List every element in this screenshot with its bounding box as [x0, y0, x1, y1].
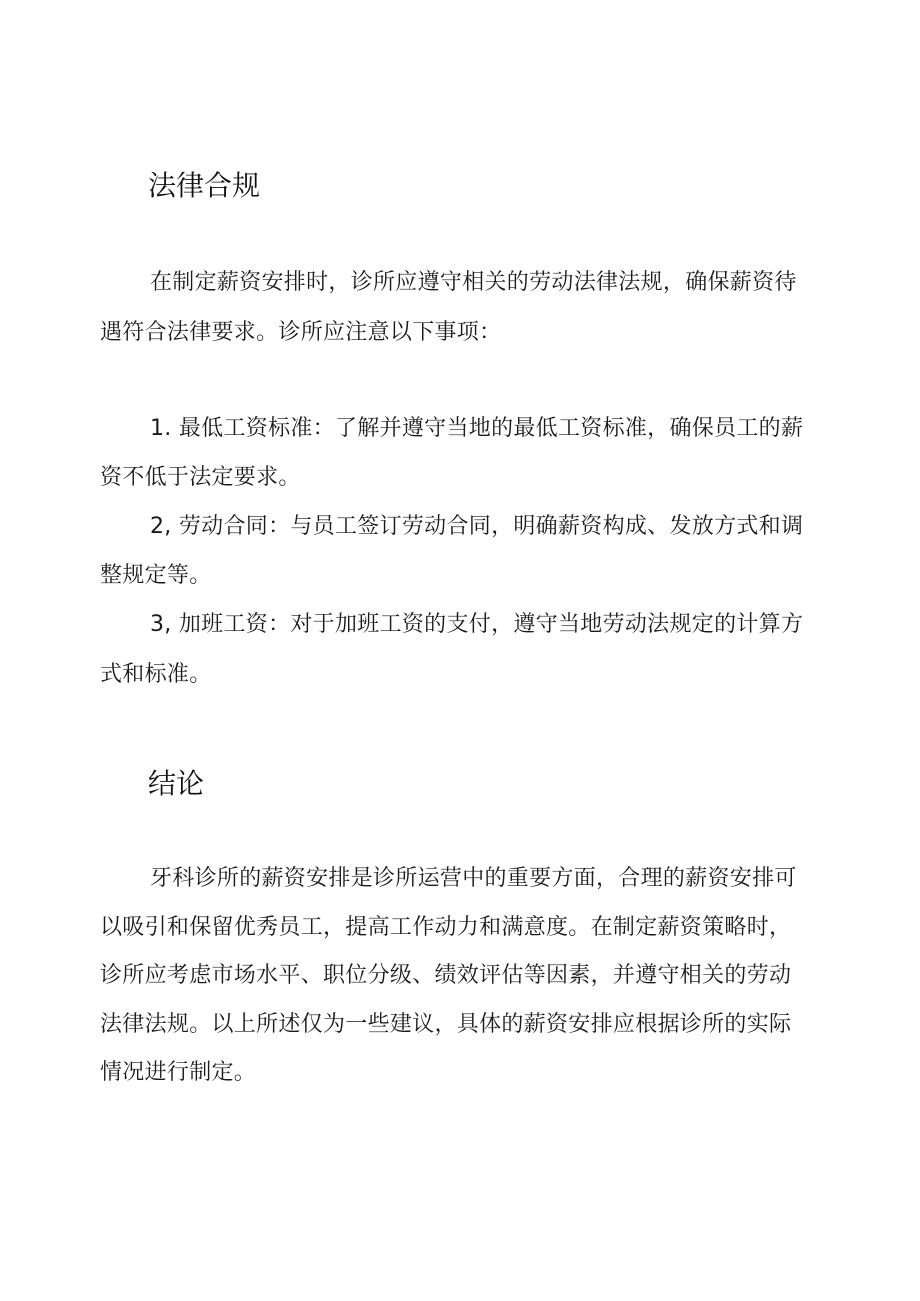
- list-item-2-line-2: 整规定等。: [100, 563, 212, 588]
- section-heading-legal-compliance: 法律合规: [148, 169, 261, 202]
- conclusion-line-2: 以吸引和保留优秀员工，提高工作动力和满意度。在制定薪资策略时，: [100, 915, 792, 940]
- list-item-1-line-2: 资不低于法定要求。: [100, 465, 301, 490]
- list-item-2-line-1: 2, 劳动合同：与员工签订劳动合同，明确薪资构成、发放方式和调: [150, 514, 804, 539]
- list-item-3-line-1: 3, 加班工资：对于加班工资的支付，遵守当地劳动法规定的计算方: [150, 612, 804, 637]
- conclusion-line-5: 情况进行制定。: [100, 1060, 257, 1085]
- legal-intro-line-1: 在制定薪资安排时，诊所应遵守相关的劳动法律法规，确保薪资待: [150, 270, 797, 295]
- conclusion-line-1: 牙科诊所的薪资安排是诊所运营中的重要方面，合理的薪资安排可: [150, 866, 797, 891]
- list-item-1-line-1: 1. 最低工资标准：了解并遵守当地的最低工资标准，确保员工的薪: [150, 416, 804, 441]
- conclusion-line-4: 法律法规。以上所述仅为一些建议，具体的薪资安排应根据诊所的实际: [100, 1012, 792, 1037]
- legal-intro-line-2: 遇符合法律要求。诊所应注意以下事项：: [100, 320, 502, 345]
- section-heading-conclusion: 结论: [148, 767, 205, 800]
- conclusion-line-3: 诊所应考虑市场水平、职位分级、绩效评估等因素，并遵守相关的劳动: [100, 963, 792, 988]
- list-item-3-line-2: 式和标准。: [100, 662, 212, 687]
